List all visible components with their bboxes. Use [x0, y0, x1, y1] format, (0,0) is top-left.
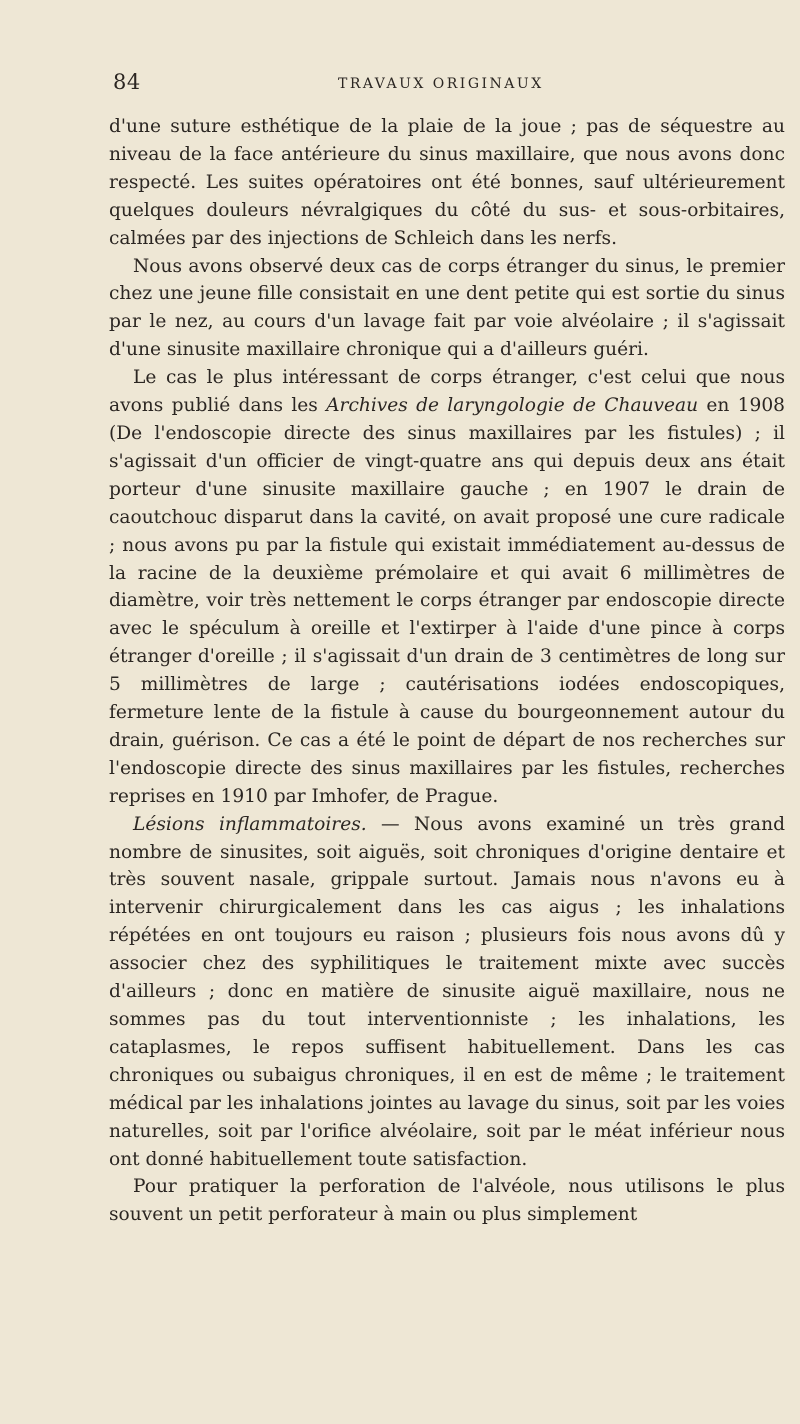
page-header: [113, 70, 785, 100]
page-number: 84: [113, 70, 141, 94]
paragraph-3-lead: Le cas le plus intéressant de corps étranger, c'est celui que nous avons publié dans les: [109, 367, 785, 417]
paragraph-4-text: — Nous avons examiné un très grand nombre de sinusites, soit aiguës, soit chroniques d'origine dentaire et très souvent nasale, grippale surtout. Jamais nous n'avons eu à intervenir chirurgicalement dans les cas aigus ; les inhalations répétées en ont toujours eu raison ; plusieurs fois nous avons dû y associer chez des syphilitiques le traitement mixte avec succès d'ailleurs ; donc en matière de sinusite aiguë maxillaire, nous ne sommes pas du tout interventionniste ; les inhalations, les cataplasmes, le repos suffisent habituellement. Dans les cas chroniques ou subaigus chroniques, il en est de même ; le traitement médical par les inhalations jointes au lavage du sinus, soit par les voies naturelles, soit par l'orifice alvéolaire, soit par le méat inférieur nous ont donné habituellement toute satisfaction.: [109, 813, 785, 1170]
paragraph-1: d'une suture esthétique de la plaie de la joue ; pas de séquestre au niveau de la face antérieure du sinus maxillaire, que nous avons donc respecté. Les suites opératoires ont été bonnes, sauf ultérieurement quelques douleurs névralgiques du côté du sus- et sous-orbitaires, calmées par des injections de Schleich dans les nerfs.: [109, 116, 785, 249]
paragraph-4: [109, 811, 785, 1174]
paragraph-3: [109, 364, 785, 811]
paragraph-2: Nous avons observé deux cas de corps étranger du sinus, le premier chez une jeune fille consistait en une dent petite qui est sortie du sinus par le nez, au cours d'un lavage fait par voie alvéolaire ; il s'agissait d'une sinusite maxillaire chronique qui a d'ailleurs guéri.: [109, 255, 785, 361]
running-title: TRAVAUX ORIGINAUX: [338, 76, 544, 92]
body-text: [109, 113, 785, 1229]
paragraph-3-rest: en 1908 (De l'endoscopie directe des sinus maxillaires par les fistules) ; il s'agissait d'un officier de vingt-quatre ans qui depuis deux ans était porteur d'une sinusite maxillaire gauche ; en 1907 le drain de caoutchouc disparut dans la cavité, on avait proposé une cure radicale ; nous avons pu par la fistule qui existait immédiatement au-dessus de la racine de la deuxième prémolaire et qui avait 6 millimètres de diamètre, voir très nettement le corps étranger par endoscopie directe avec le spéculum à oreille et l'extirper à l'aide d'une pince à corps étranger d'oreille ; il s'agissait d'un drain de 3 centimètres de long sur 5 millimètres de large ; cautérisations iodées endoscopiques, fermeture lente de la fistule à cause du bourgeonnement autour du drain, guérison. Ce cas a été le point de départ de nos recherches sur l'endoscopie directe des sinus maxillaires par les fistules, recherches reprises en 1910 par Imhofer, de Prague.: [109, 395, 785, 807]
section-heading-lesions: Lésions inflammatoires.: [133, 813, 367, 835]
paragraph-5: Pour pratiquer la perforation de l'alvéole, nous utilisons le plus souvent un petit perforateur à main ou plus simplement: [109, 1176, 785, 1226]
journal-title: Archives de laryngologie de Chauveau: [326, 395, 699, 417]
